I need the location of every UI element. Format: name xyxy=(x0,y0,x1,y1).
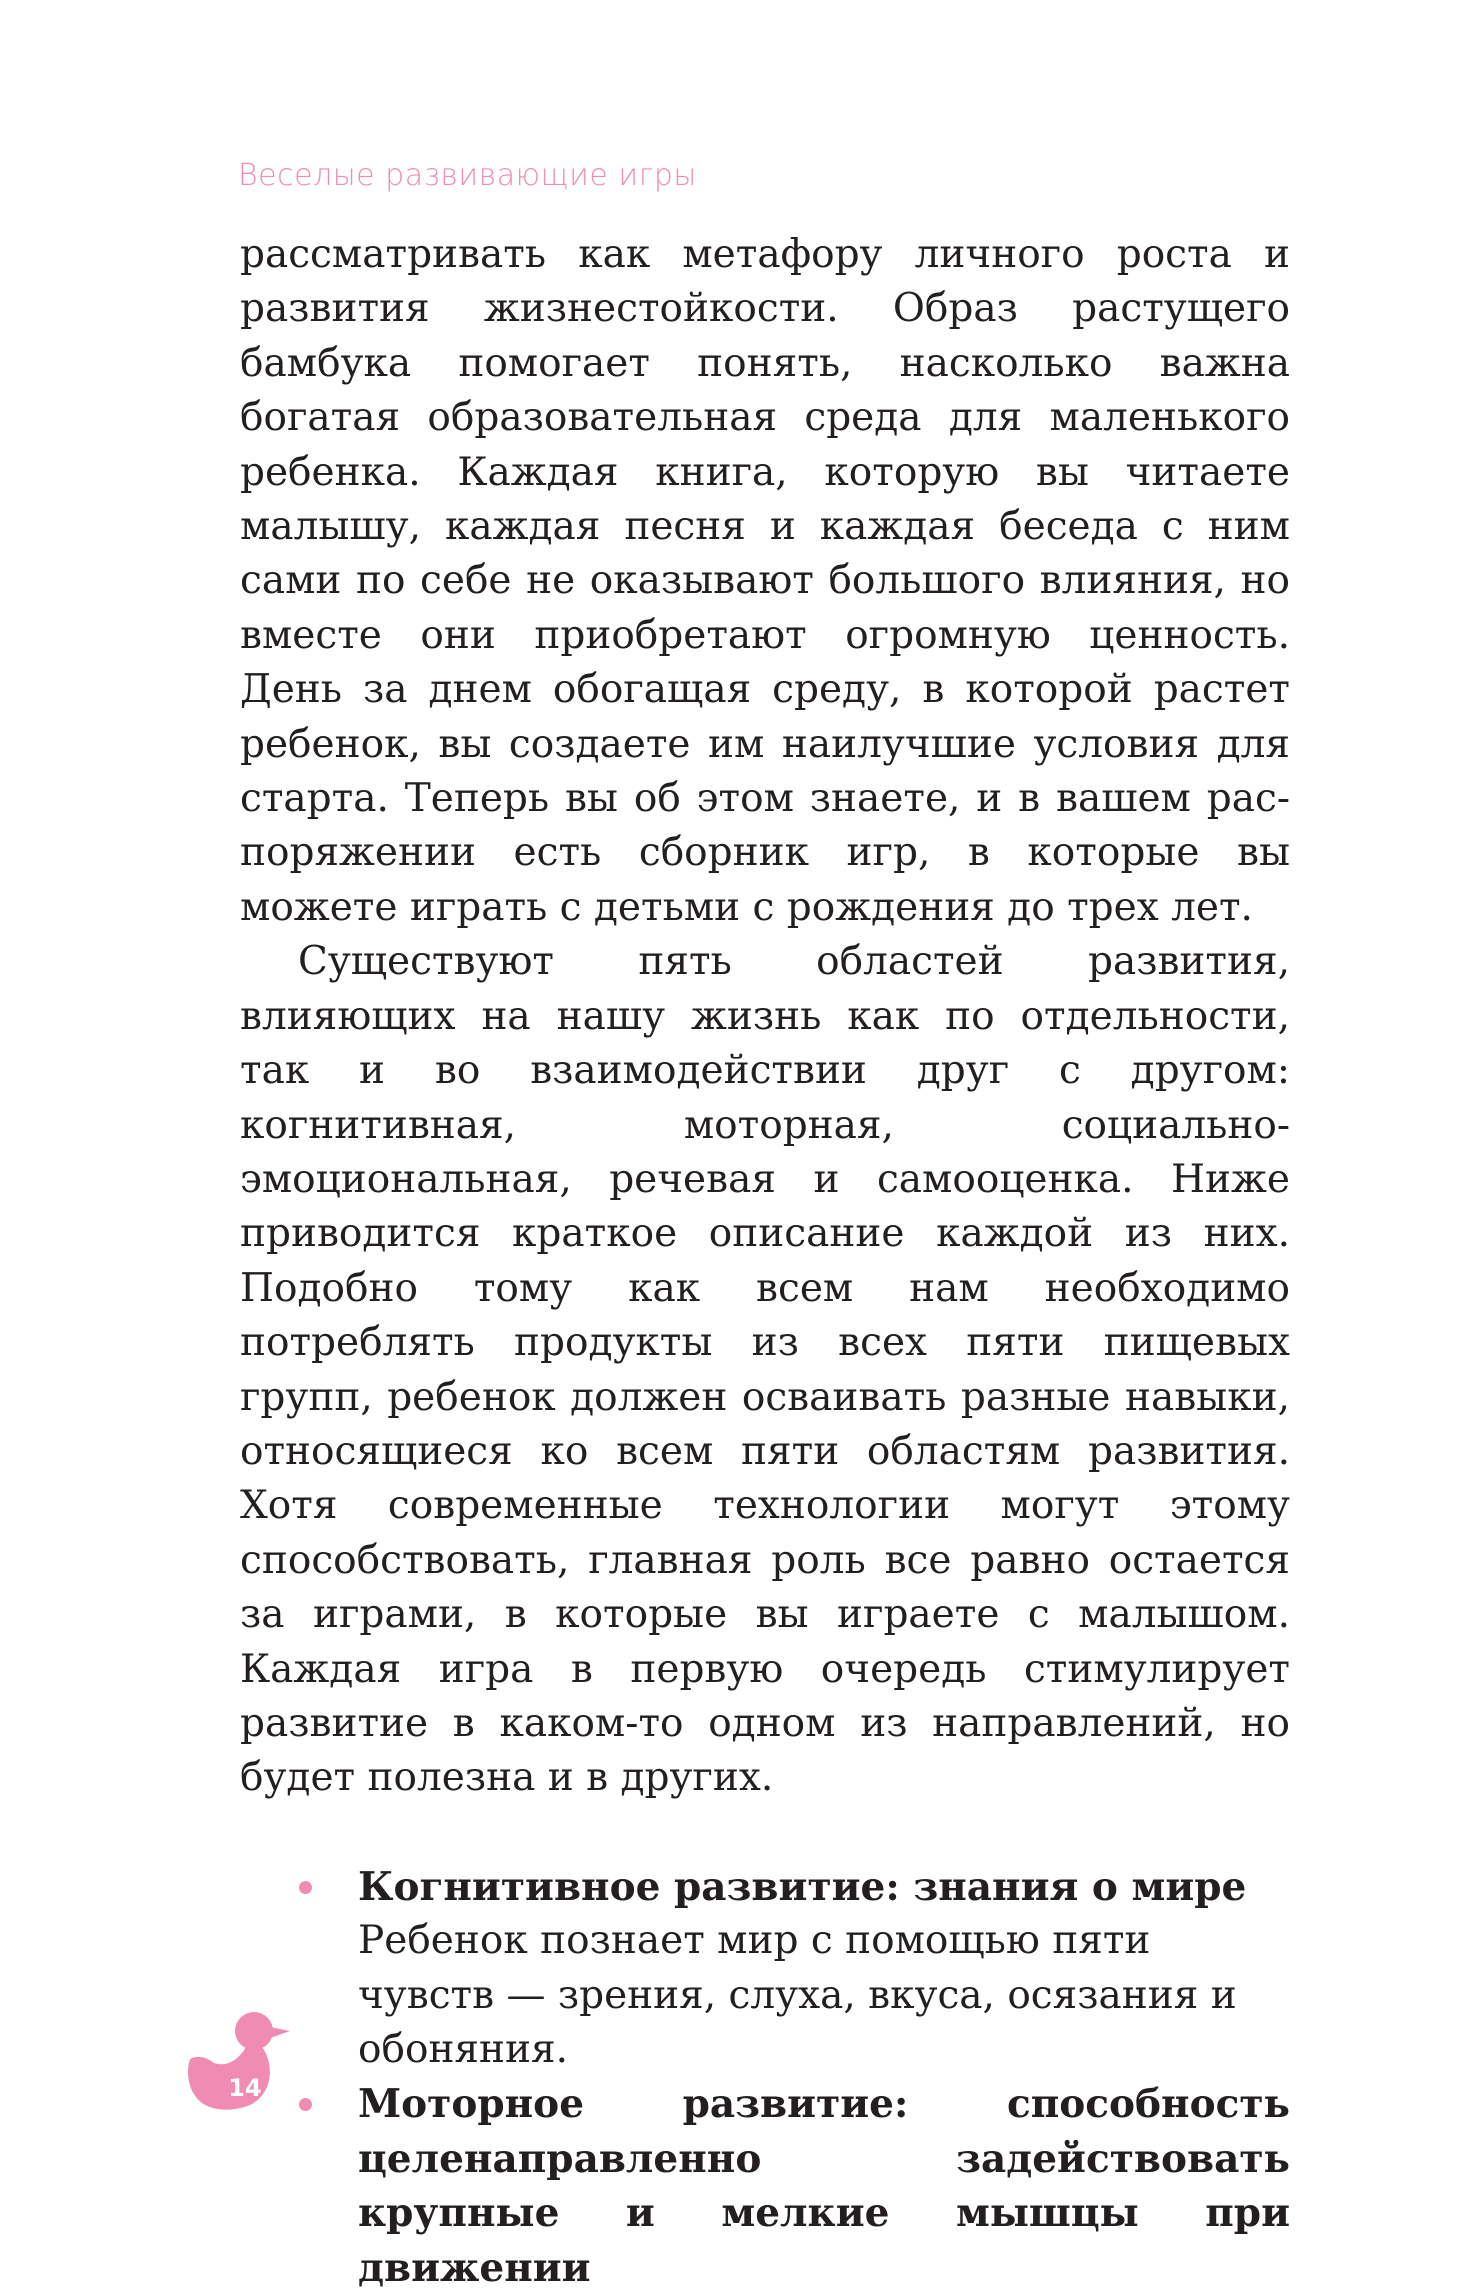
paragraph-2: Существуют пять областей развития, влияющих на нашу жизнь как по отдельности, так и во взаимодействии друг с другом: когнитивная, моторная, социально-эмоциональная, речевая и самооценка. Ниже приводится краткое описание каждой из них. Подобно тому как всем нам необходимо потреблять продукты из всех пяти пищевых групп, ребенок должен осваивать разные навыки, относящиеся ко всем пяти областям развития. Хотя современные технологии могут этому способствовать, главная роль все равно остается за играми, в которые вы играете с малышом. Каждая игра в первую очередь стимулирует развитие в каком-то одном из направлений, но будет полезна и в других. xyxy=(240,939,1290,1801)
bullet-icon xyxy=(299,2098,312,2111)
list-item xyxy=(240,1860,1290,2078)
running-head: Веселые развивающие игры xyxy=(238,158,697,193)
page-number: 14 xyxy=(228,2074,262,2102)
bullet-title: Моторное развитие: способность целенаправленно задействовать крупные и мелкие мышцы при движении xyxy=(358,2081,1290,2291)
bullet-title: Когнитивное развитие: знания о мире xyxy=(358,1863,1247,1910)
bullet-icon xyxy=(299,1881,312,1894)
paragraph-1: рассматривать как метафору личного роста и развития жизнестойкости. Образ растущего бамбука помогает понять, насколько важна богатая образовательная среда для маленького ребенка. Каждая книга, которую вы читаете малышу, каждая песня и каждая беседа с ним сами по себе не оказывают большого влияния, но вместе они приобретают огромную ценность. День за днем обогащая среду, в которой растет ребенок, вы создаете им наилучшие условия для старта. Теперь вы об этом знаете, и в вашем распоряжении есть сборник игр, в которые вы можете играть с детьми с рождения до трех лет. xyxy=(240,232,1290,930)
list-item xyxy=(240,2077,1290,2295)
bullet-body: Ребенок познает мир с помощью пяти чувств — зрения, слуха, вкуса, осязания и обоняния. xyxy=(358,1918,1237,2072)
body-text xyxy=(240,228,1290,2295)
development-areas-list xyxy=(240,1860,1290,2295)
